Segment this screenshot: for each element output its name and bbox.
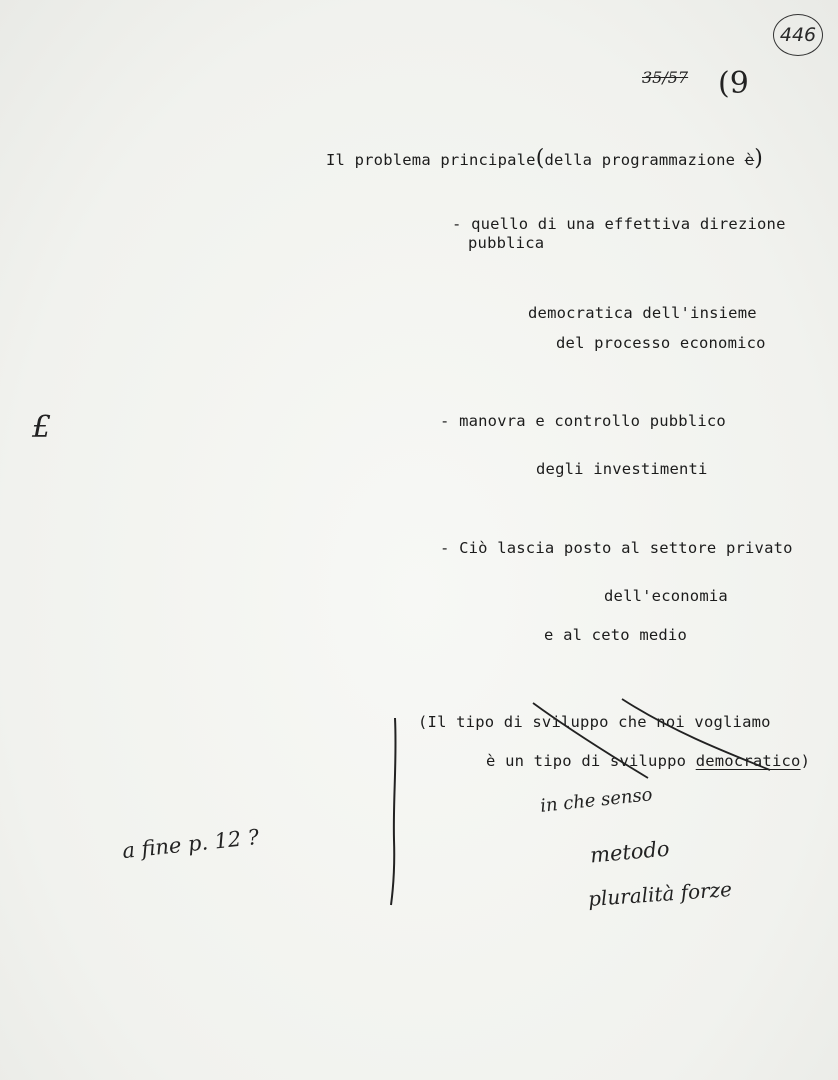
text-line-6: - manovra e controllo pubblico [440, 412, 726, 430]
margin-bar-line [391, 718, 396, 905]
text-line-12-start: è un tipo di sviluppo [486, 752, 696, 770]
text-line-12-end: ) [800, 752, 811, 770]
text-line-5: del processo economico [556, 334, 766, 352]
archive-code-mark: 35/57 [642, 68, 689, 87]
section-mark: (9 [718, 66, 749, 101]
cross-out-stroke-1 [533, 703, 648, 778]
text-line-4: democratica dell'insieme [528, 304, 757, 322]
close-bracket-mark: ) [754, 146, 764, 171]
underlined-word: democratico [695, 752, 801, 770]
text-line-3: pubblica [468, 234, 545, 252]
text-line-11: (Il tipo di sviluppo che noi vogliamo [418, 713, 771, 731]
text-line-7: degli investimenti [536, 460, 708, 478]
text-line-2: - quello di una effettiva direzione [452, 215, 786, 233]
text-line-10: e al ceto medio [544, 626, 687, 644]
text-line-8: - Ciò lascia posto al settore privato [440, 539, 793, 557]
text-line-9: dell'economia [604, 587, 728, 605]
handwritten-note-left: a fine p. 12 ? [121, 824, 261, 864]
margin-symbol: £ [32, 410, 52, 445]
handwritten-note-1: in che senso [539, 784, 654, 817]
text-line-1-end: della programmazione [544, 151, 736, 169]
handwritten-note-3: pluralità forze [587, 877, 733, 911]
open-bracket-mark: ( [535, 146, 545, 171]
struck-word: è [744, 151, 755, 169]
page-number-stamp: 446 [773, 14, 823, 56]
cross-out-stroke-2 [622, 699, 770, 770]
text-line-1-start: Il problema principale [326, 151, 536, 169]
handwritten-note-2: metodo [589, 836, 671, 868]
